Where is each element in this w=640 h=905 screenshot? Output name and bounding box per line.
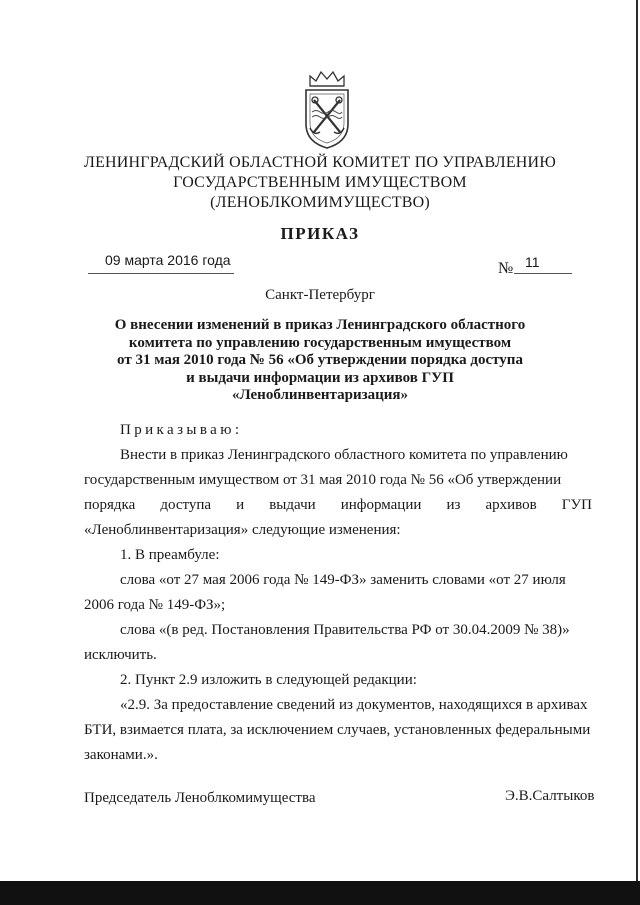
agency-name-line-2: ГОСУДАРСТВЕННЫМ ИМУЩЕСТВОМ	[173, 174, 467, 191]
agency-name-line-1: ЛЕНИНГРАДСКИЙ ОБЛАСТНОЙ КОМИТЕТ ПО УПРАВЛЕНИЮ	[84, 154, 556, 171]
signatory-title: Председатель Леноблкомимущества	[84, 790, 316, 806]
order-date: 09 марта 2016 года	[105, 252, 231, 268]
justified-word: информации	[340, 497, 422, 513]
signatory-name: Э.В.Салтыков	[505, 788, 595, 804]
item-1-text-b-line-2: исключить.	[84, 647, 157, 663]
justified-word: архивов	[485, 497, 537, 513]
paragraph-1-line-1: Внести в приказ Ленинградского областного комитета по управлению	[120, 447, 568, 463]
scan-edge-line	[636, 0, 638, 905]
item-1-text-a-line-1: слова «от 27 мая 2006 года № 149-ФЗ» заменить словами «от 27 июля	[120, 572, 566, 588]
justified-word: из	[446, 497, 461, 513]
item-2-text-line-3: законами.».	[84, 747, 158, 763]
item-1-text-a-line-2: 2006 года № 149-ФЗ»;	[84, 597, 226, 613]
agency-abbreviation: (ЛЕНОБЛКОМИМУЩЕСТВО)	[210, 194, 430, 211]
city: Санкт-Петербург	[265, 287, 375, 303]
item-2-text-line-2: БТИ, взимается плата, за исключением случаев, установленных федеральными	[84, 722, 591, 738]
document-type-title: ПРИКАЗ	[280, 224, 360, 243]
item-1-text-b-line-1: слова «(в ред. Постановления Правительства РФ от 30.04.2009 № 38)»	[120, 622, 570, 638]
justified-word: доступа	[160, 497, 212, 513]
justified-word: выдачи	[269, 497, 316, 513]
paragraph-1-line-4: «Леноблинвентаризация» следующие изменения:	[84, 522, 401, 538]
subject-line-1: О внесении изменений в приказ Ленинградского областного	[114, 317, 526, 333]
subject-line-4: и выдачи информации из архивов ГУП	[186, 370, 454, 386]
number-sign: №	[498, 260, 514, 277]
item-2-heading: 2. Пункт 2.9 изложить в следующей редакции:	[120, 672, 417, 688]
paragraph-1-line-3	[84, 497, 592, 514]
date-underline	[88, 273, 234, 274]
coat-of-arms-icon	[302, 66, 352, 150]
justified-word: и	[236, 497, 245, 513]
justified-word: порядка	[84, 497, 136, 513]
scan-bottom-border	[0, 881, 640, 905]
number-underline	[514, 273, 572, 274]
subject-line-3: от 31 мая 2010 года № 56 «Об утверждении порядка доступа	[117, 352, 523, 368]
subject-line-5: «Леноблинвентаризация»	[231, 387, 409, 403]
order-directive: Приказываю:	[120, 422, 243, 438]
subject-line-2: комитета по управлению государственным имуществом	[128, 335, 512, 351]
paragraph-1-line-2-text: государственным имуществом от 31 мая 2010 года № 56 «Об утверждении	[84, 472, 562, 488]
order-number: 11	[525, 254, 540, 270]
item-1-heading: 1. В преамбуле:	[120, 547, 220, 563]
paragraph-1-line-2	[84, 472, 592, 489]
item-2-text-line-1: «2.9. За предоставление сведений из документов, находящихся в архивах	[120, 697, 588, 713]
justified-word: ГУП	[561, 497, 592, 513]
